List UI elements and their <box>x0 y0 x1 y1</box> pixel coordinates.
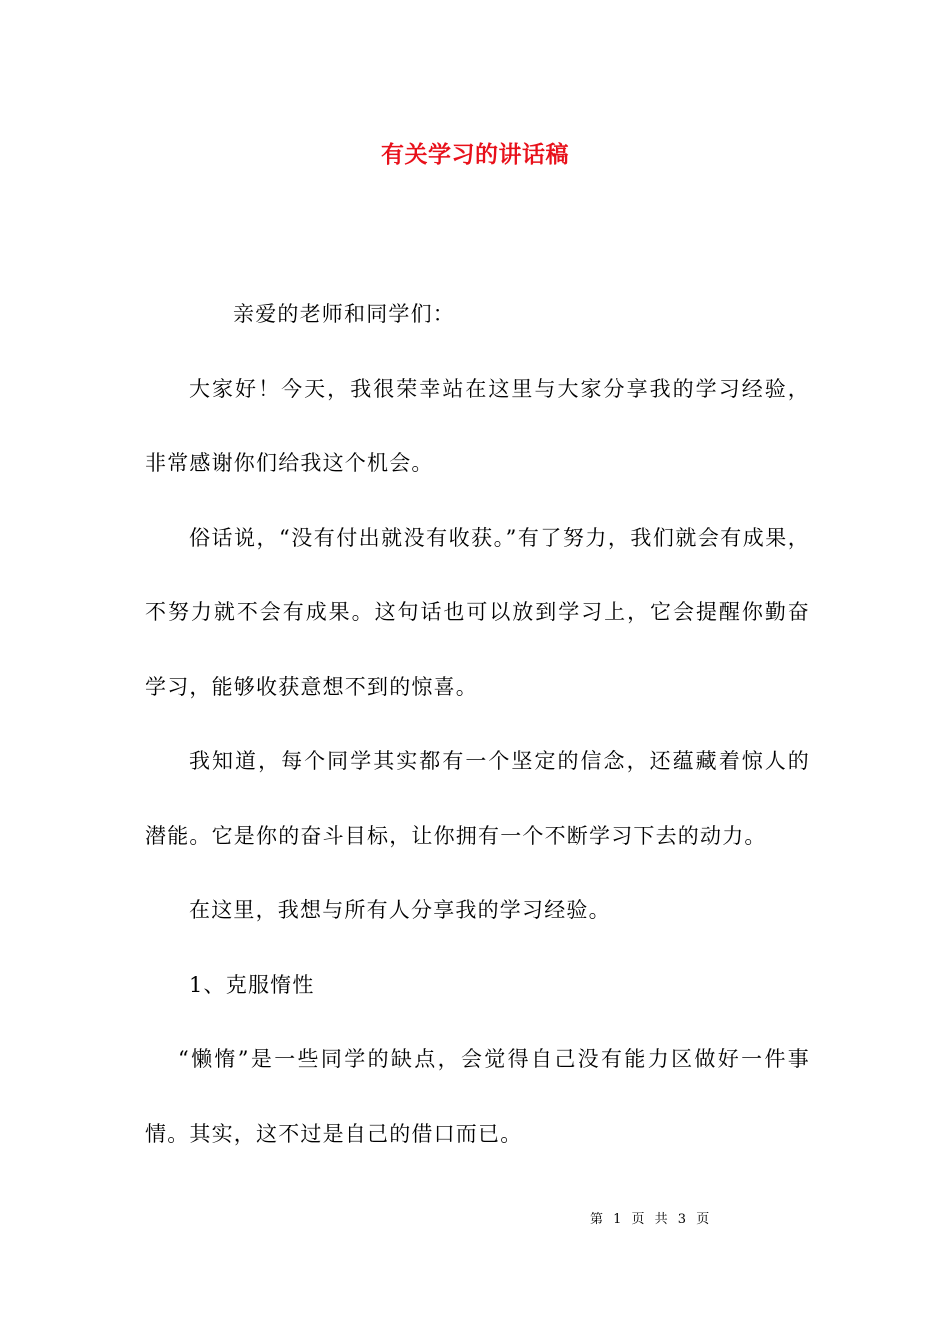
page-number-footer: 第 1 页 共 3 页 <box>590 1212 713 1227</box>
greeting-paragraph: 亲爱的老师和同学们： <box>233 302 455 326</box>
body-paragraph: 俗话说，“没有付出就没有收获。”有了努力，我们就会有成果，不努力就不会有成果。这句话也可以放到学习上，它会提醒你勤奋学习，能够收获意想不到的惊喜。 <box>145 525 810 699</box>
section-heading: 1、克服惰性 <box>189 972 315 997</box>
document-title: 有关学习的讲话稿 <box>381 141 569 168</box>
document-body <box>145 277 810 1171</box>
body-paragraph: 大家好！今天，我很荣幸站在这里与大家分享我的学习经验，非常感谢你们给我这个机会。 <box>145 376 810 475</box>
body-paragraph: “懒惰”是一些同学的缺点，会觉得自己没有能力区做好一件事情。其实，这不过是自己的借口而已。 <box>145 1047 810 1146</box>
body-paragraph: 在这里，我想与所有人分享我的学习经验。 <box>189 898 611 922</box>
body-paragraph: 我知道，每个同学其实都有一个坚定的信念，还蕴藏着惊人的潜能。它是你的奋斗目标，让你拥有一个不断学习下去的动力。 <box>145 749 810 848</box>
